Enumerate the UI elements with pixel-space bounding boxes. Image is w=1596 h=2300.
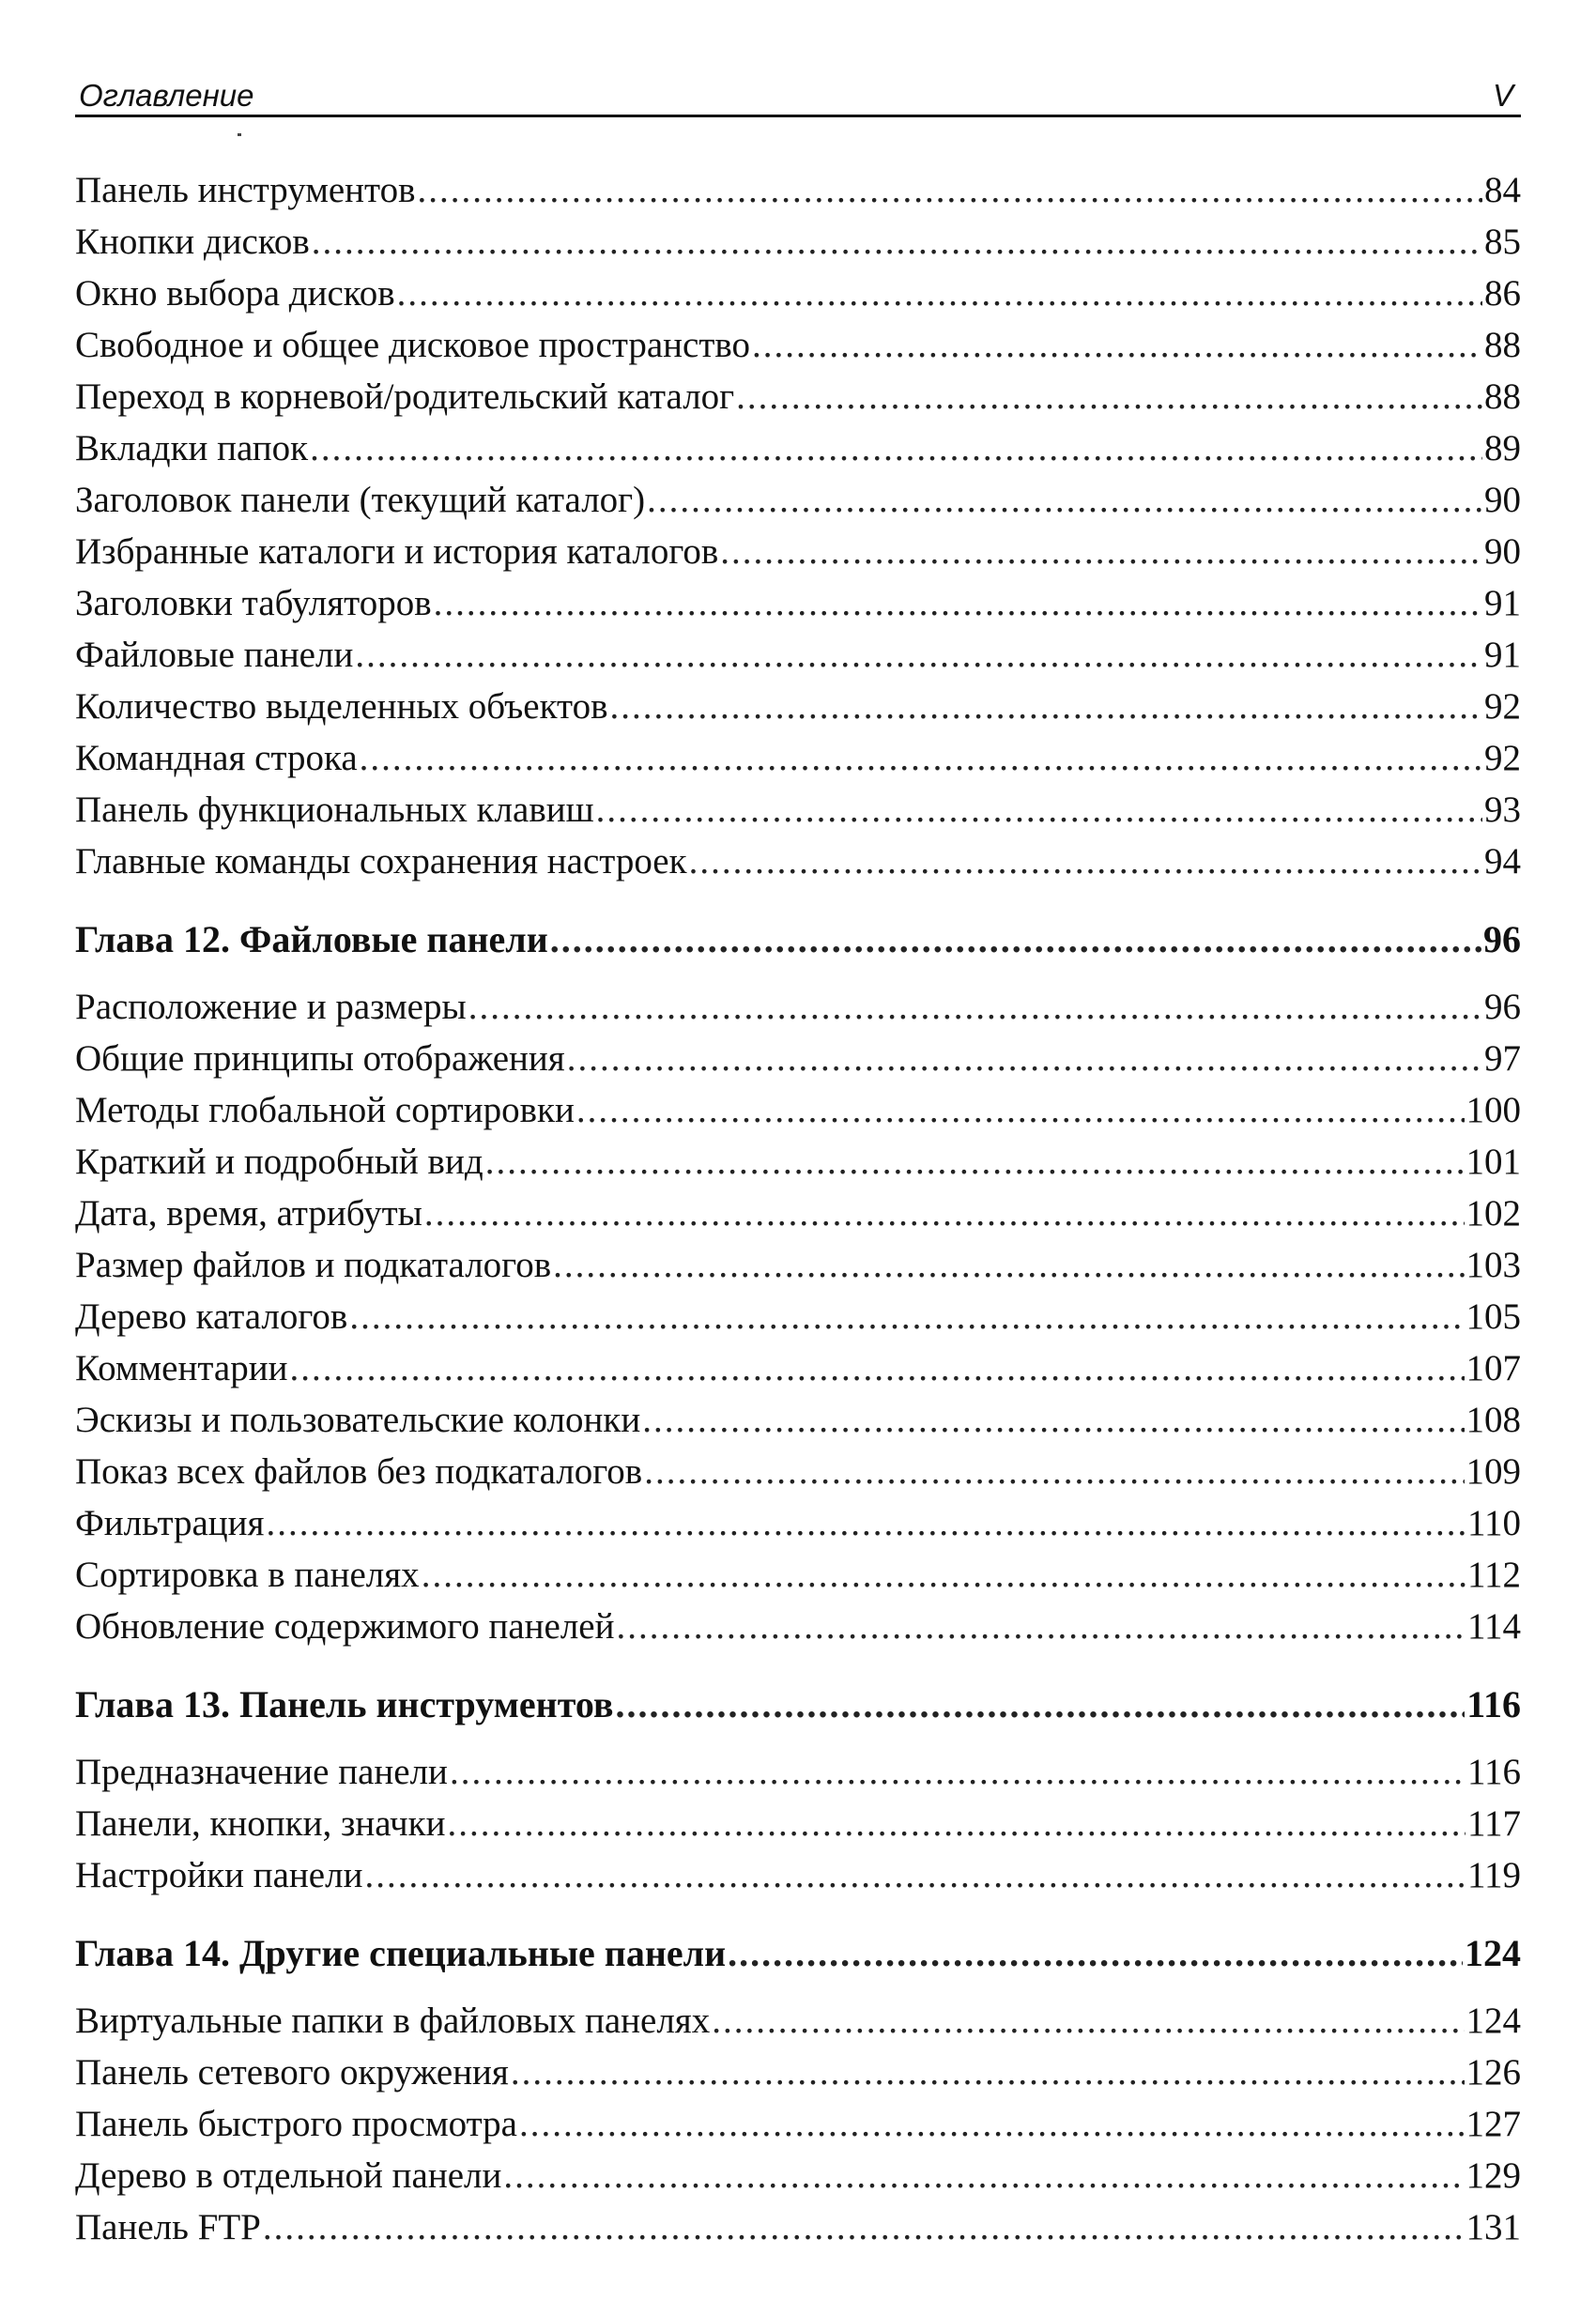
toc-entry-title: Главные команды сохранения настроек xyxy=(75,841,687,882)
chapter-page-number: 96 xyxy=(1483,918,1521,960)
toc-entry-page-number: 102 xyxy=(1466,1193,1521,1234)
toc-entry xyxy=(75,1995,1521,2047)
toc-entry-title: Окно выбора дисков xyxy=(75,273,395,314)
chapter-heading xyxy=(75,1922,1521,1986)
dot-leader xyxy=(360,732,1482,784)
toc-entry-page-number: 92 xyxy=(1484,686,1521,727)
toc-entry-title: Фильтрация xyxy=(75,1503,265,1543)
toc-entry-title: Панель FTP xyxy=(75,2207,261,2247)
toc-entry-page-number: 86 xyxy=(1484,273,1521,314)
toc-entry-title: Панели, кнопки, значки xyxy=(75,1803,446,1844)
dot-leader xyxy=(720,526,1482,577)
dot-leader xyxy=(312,216,1482,268)
chapter-heading xyxy=(75,1673,1521,1737)
dot-leader xyxy=(418,164,1482,216)
chapter-title: Глава 14. Другие специальные панели xyxy=(75,1932,727,1974)
dot-leader xyxy=(434,577,1482,629)
toc-entry-title: Заголовок панели (текущий каталог) xyxy=(75,480,646,520)
toc-entry xyxy=(75,1136,1521,1188)
dot-leader xyxy=(397,268,1482,319)
toc-entry-page-number: 101 xyxy=(1466,1142,1521,1182)
toc-entry xyxy=(75,216,1521,268)
toc-entry-page-number: 100 xyxy=(1466,1090,1521,1130)
toc-entry-page-number: 119 xyxy=(1466,1855,1521,1895)
toc-entry xyxy=(75,732,1521,784)
toc-entry xyxy=(75,1188,1521,1239)
toc-entry-page-number: 126 xyxy=(1466,2052,1521,2093)
toc-entry xyxy=(75,2201,1521,2253)
toc-entry-title: Обновление содержимого панелей xyxy=(75,1606,615,1647)
chapter-section xyxy=(75,1922,1521,2253)
dot-leader xyxy=(616,1601,1465,1652)
toc-entry xyxy=(75,1446,1521,1497)
toc-entry xyxy=(75,1033,1521,1084)
dot-leader xyxy=(450,1746,1466,1798)
toc-entry-title: Виртуальные папки в файловых панелях xyxy=(75,2001,711,2041)
toc-entry-page-number: 124 xyxy=(1466,2001,1521,2041)
dot-leader xyxy=(712,1995,1464,2047)
toc-entry-page-number: 89 xyxy=(1484,428,1521,468)
dot-leader xyxy=(485,1136,1465,1188)
dot-leader xyxy=(550,908,1481,972)
toc-entry-title: Сортировка в панелях xyxy=(75,1555,420,1595)
toc-entry-page-number: 129 xyxy=(1466,2155,1521,2196)
toc-entry-title: Предназначение панели xyxy=(75,1752,448,1792)
toc-entry xyxy=(75,1084,1521,1136)
toc-entry-page-number: 91 xyxy=(1484,583,1521,623)
toc-entry xyxy=(75,474,1521,526)
dot-leader xyxy=(519,2098,1465,2150)
dot-leader xyxy=(576,1084,1465,1136)
toc-entry-title: Заголовки табуляторов xyxy=(75,583,432,623)
dot-leader xyxy=(424,1188,1465,1239)
toc-entry xyxy=(75,836,1521,887)
toc-entry-page-number: 116 xyxy=(1466,1752,1521,1792)
dot-leader xyxy=(610,681,1483,732)
toc-entry-title: Расположение и размеры xyxy=(75,987,467,1027)
toc-entry xyxy=(75,1746,1521,1798)
toc-entry-title: Количество выделенных объектов xyxy=(75,686,608,727)
print-speck xyxy=(238,133,241,136)
dot-leader xyxy=(596,784,1482,836)
toc-entry-title: Дата, время, атрибуты xyxy=(75,1193,422,1234)
toc-entry xyxy=(75,1342,1521,1394)
dot-leader xyxy=(447,1798,1465,1849)
dot-leader xyxy=(642,1394,1464,1446)
toc-entry-page-number: 107 xyxy=(1466,1348,1521,1388)
dot-leader xyxy=(422,1549,1466,1601)
chapter-heading xyxy=(75,908,1521,972)
toc-entry-title: Дерево в отдельной панели xyxy=(75,2155,502,2196)
toc-entry xyxy=(75,1601,1521,1652)
toc-entry-title: Размер файлов и подкаталогов xyxy=(75,1245,552,1285)
toc-entry-title: Комментарии xyxy=(75,1348,288,1388)
dot-leader xyxy=(615,1673,1465,1737)
dot-leader xyxy=(553,1239,1464,1291)
toc-entry-page-number: 85 xyxy=(1484,222,1521,262)
dot-leader xyxy=(468,981,1482,1033)
dot-leader xyxy=(736,371,1482,422)
toc-entry-page-number: 110 xyxy=(1466,1503,1521,1543)
toc-entry-page-number: 94 xyxy=(1484,841,1521,882)
toc-entry-title: Методы глобальной сортировки xyxy=(75,1090,575,1130)
toc-entry xyxy=(75,1291,1521,1342)
toc-entry xyxy=(75,577,1521,629)
running-header xyxy=(75,66,1521,117)
dot-leader xyxy=(689,836,1482,887)
toc-entry xyxy=(75,526,1521,577)
dot-leader xyxy=(752,319,1482,371)
toc-entry xyxy=(75,629,1521,681)
toc-entry-page-number: 92 xyxy=(1484,738,1521,778)
toc-entry-title: Переход в корневой/родительский каталог xyxy=(75,376,735,417)
toc-entry-page-number: 103 xyxy=(1466,1245,1521,1285)
toc-entry-page-number: 91 xyxy=(1484,635,1521,675)
chapter-spacer xyxy=(75,1901,1521,1922)
toc-entry-page-number: 127 xyxy=(1466,2104,1521,2144)
toc-entry-title: Панель сетевого окружения xyxy=(75,2052,509,2093)
toc-entry xyxy=(75,422,1521,474)
toc-entry xyxy=(75,319,1521,371)
chapter-page-number: 116 xyxy=(1466,1683,1521,1725)
toc-entry xyxy=(75,1239,1521,1291)
toc-entry xyxy=(75,1849,1521,1901)
dot-leader xyxy=(355,629,1482,681)
toc-entry xyxy=(75,268,1521,319)
toc-entry-title: Настройки панели xyxy=(75,1855,363,1895)
chapter-title: Глава 13. Панель инструментов xyxy=(75,1683,614,1725)
toc-chapters xyxy=(75,887,1521,2253)
toc-entry-title: Панель быстрого просмотра xyxy=(75,2104,517,2144)
dot-leader xyxy=(644,1446,1464,1497)
toc-entry-title: Панель инструментов xyxy=(75,170,416,210)
toc-entry-page-number: 90 xyxy=(1484,531,1521,572)
toc-entry xyxy=(75,981,1521,1033)
section-title: Оглавление xyxy=(79,78,254,113)
chapter-spacer xyxy=(75,887,1521,908)
chapter-spacer xyxy=(75,1652,1521,1673)
toc-entry-page-number: 96 xyxy=(1484,987,1521,1027)
table-of-contents xyxy=(75,164,1521,2253)
dot-leader xyxy=(647,474,1482,526)
toc-entry-title: Общие принципы отображения xyxy=(75,1038,565,1079)
toc-entry xyxy=(75,1549,1521,1601)
toc-entry xyxy=(75,2150,1521,2201)
toc-entry-page-number: 90 xyxy=(1484,480,1521,520)
chapter-page-number: 124 xyxy=(1465,1932,1521,1974)
toc-entry xyxy=(75,164,1521,216)
toc-entry-page-number: 88 xyxy=(1484,376,1521,417)
toc-entry-page-number: 105 xyxy=(1466,1296,1521,1337)
toc-entry-page-number: 131 xyxy=(1466,2207,1521,2247)
toc-entry-page-number: 88 xyxy=(1484,325,1521,365)
chapter-title: Глава 12. Файловые панели xyxy=(75,918,548,960)
toc-entry-title: Командная строка xyxy=(75,738,358,778)
chapter-section xyxy=(75,908,1521,1652)
dot-leader xyxy=(511,2047,1465,2098)
dot-leader xyxy=(349,1291,1464,1342)
toc-entry-page-number: 114 xyxy=(1466,1606,1521,1647)
toc-entry-page-number: 112 xyxy=(1466,1555,1521,1595)
toc-entry-title: Кнопки дисков xyxy=(75,222,310,262)
toc-entry-title: Свободное и общее дисковое пространство xyxy=(75,325,751,365)
toc-entry-title: Дерево каталогов xyxy=(75,1296,348,1337)
toc-entry-page-number: 117 xyxy=(1466,1803,1521,1844)
toc-entry-title: Вкладки папок xyxy=(75,428,309,468)
toc-entry-title: Панель функциональных клавиш xyxy=(75,790,594,830)
dot-leader xyxy=(503,2150,1464,2201)
toc-intro-section xyxy=(75,164,1521,887)
book-page xyxy=(75,66,1521,2253)
toc-entry xyxy=(75,1497,1521,1549)
dot-leader xyxy=(263,2201,1465,2253)
toc-entry xyxy=(75,784,1521,836)
toc-entry xyxy=(75,2098,1521,2150)
dot-leader xyxy=(567,1033,1482,1084)
toc-entry-title: Эскизы и пользовательские колонки xyxy=(75,1400,641,1440)
dot-leader xyxy=(289,1342,1464,1394)
toc-entry xyxy=(75,1394,1521,1446)
dot-leader xyxy=(728,1922,1463,1986)
toc-entry xyxy=(75,2047,1521,2098)
toc-entry xyxy=(75,371,1521,422)
toc-entry-title: Избранные каталоги и история каталогов xyxy=(75,531,719,572)
toc-entry-title: Краткий и подробный вид xyxy=(75,1142,483,1182)
toc-entry-page-number: 97 xyxy=(1484,1038,1521,1079)
toc-entry xyxy=(75,681,1521,732)
toc-entry-page-number: 108 xyxy=(1466,1400,1521,1440)
page-number: V xyxy=(1492,78,1513,113)
dot-leader xyxy=(310,422,1482,474)
toc-entry-page-number: 109 xyxy=(1466,1451,1521,1492)
toc-entry-title: Показ всех файлов без подкаталогов xyxy=(75,1451,643,1492)
dot-leader xyxy=(266,1497,1465,1549)
toc-entry xyxy=(75,1798,1521,1849)
toc-entry-page-number: 93 xyxy=(1484,790,1521,830)
toc-entry-title: Файловые панели xyxy=(75,635,354,675)
toc-entry-page-number: 84 xyxy=(1484,170,1521,210)
chapter-section xyxy=(75,1673,1521,1901)
dot-leader xyxy=(364,1849,1465,1901)
